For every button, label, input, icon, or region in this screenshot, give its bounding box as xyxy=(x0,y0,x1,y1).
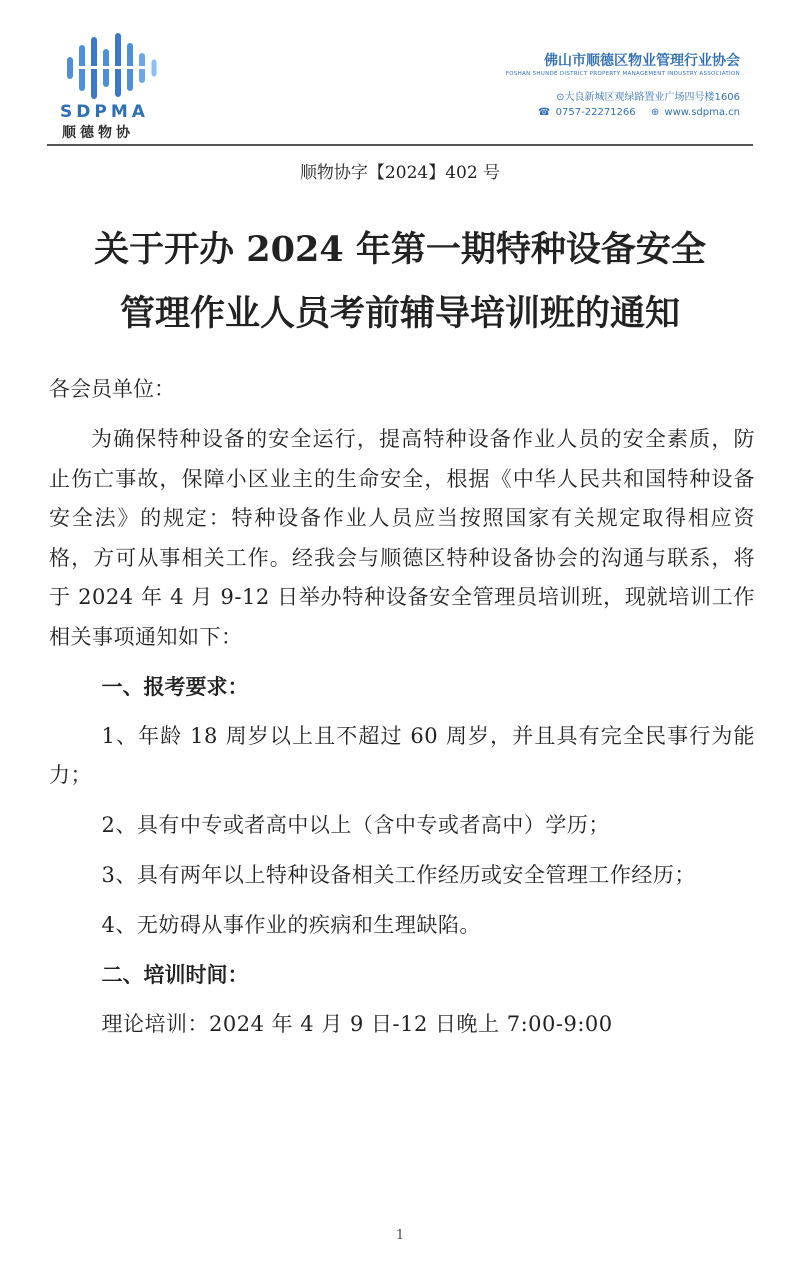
organization-name-english: FOSHAN SHUNDE DISTRICT PROPERTY MANAGEMENT INDUSTRY ASSOCIATION xyxy=(505,71,740,77)
title-line-1: 关于开办 2024 年第一期特种设备安全 xyxy=(94,229,706,270)
document-body xyxy=(49,370,755,1044)
organization-address xyxy=(556,88,740,103)
requirement-item: 2、具有中专或者高中以上（含中专或者高中）学历； xyxy=(101,813,610,837)
header-divider xyxy=(47,144,753,146)
location-pin-icon: ⊙ xyxy=(556,92,565,103)
requirement-item: 1、年龄 18 周岁以上且不超过 60 周岁，并且具有完全民事行为能力； xyxy=(49,724,755,787)
address-text: 大良新城区观绿路置业广场四号楼1606 xyxy=(564,92,740,103)
salutation: 各会员单位： xyxy=(49,377,175,401)
document-title xyxy=(40,218,760,346)
intro-paragraph: 为确保特种设备的安全运行，提高特种设备作业人员的安全素质，防止伤亡事故，保障小区业主的生命安全，根据《中华人民共和国特种设备安全法》的规定：特种设备作业人员应当按照国家有关规定取得相应资格，方可从事相关工作。经我会与顺德区特种设备协会的沟通与联系，将于 2024 年 4 月 9-12 日举办特种设备安全管理员培训班，现就培训工作相关事项通知如下： xyxy=(49,427,755,649)
sdpma-logo-icon xyxy=(62,30,162,100)
letterhead xyxy=(0,0,800,150)
phone-number: 0757-22271266 xyxy=(555,107,636,118)
requirement-item: 4、无妨碍从事作业的疾病和生理缺陷。 xyxy=(101,913,481,937)
section-requirements-heading: 一、报考要求： xyxy=(101,674,249,699)
globe-icon: ⊕ xyxy=(650,107,660,118)
section-training-time-heading: 二、培训时间： xyxy=(101,962,249,987)
organization-name: 佛山市顺德区物业管理行业协会 xyxy=(544,53,740,69)
logo-text: SDPMA xyxy=(60,102,149,122)
logo-subtitle: 顺德物协 xyxy=(62,125,134,141)
document-number: 顺物协字【2024】402 号 xyxy=(299,163,501,183)
organization-contact xyxy=(538,107,740,118)
phone-icon: ☎ xyxy=(538,107,551,118)
page-number: 1 xyxy=(395,1228,405,1243)
training-time-item: 理论培训：2024 年 4 月 9 日-12 日晚上 7:00-9:00 xyxy=(101,1012,613,1036)
website[interactable]: www.sdpma.cn xyxy=(664,107,740,118)
title-line-2: 管理作业人员考前辅导培训班的通知 xyxy=(119,293,680,334)
requirement-item: 3、具有两年以上特种设备相关工作经历或安全管理工作经历； xyxy=(101,863,696,887)
